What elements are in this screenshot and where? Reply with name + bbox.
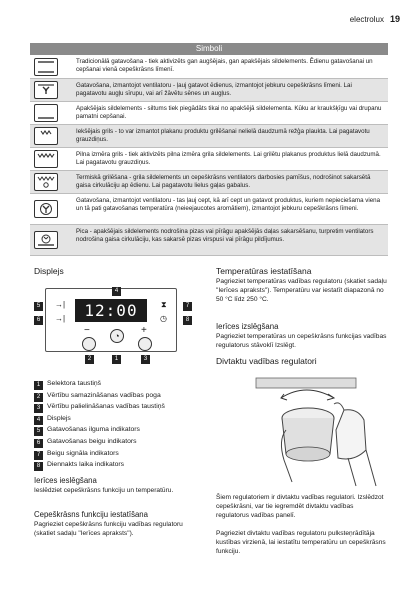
oven-on-title: Ierīces ieslēgšana xyxy=(34,476,97,485)
symbol-row xyxy=(30,102,388,125)
legend-number: 4 xyxy=(34,416,43,425)
legend-number: 2 xyxy=(34,393,43,402)
symbol-row xyxy=(30,125,388,148)
legend-text: Gatavošanas beigu indikators xyxy=(47,437,137,445)
knob-title: Divtaktu vadības regulatori xyxy=(216,356,317,366)
page-header xyxy=(300,14,400,24)
knob-text-2: Pagrieziet divtaktu vadības regulatoru pulksteņrādītāja kustības virzienā, lai iestatītu temperatūru un cepeškrāsns funkciju. xyxy=(216,530,386,555)
minus-symbol: − xyxy=(84,325,90,336)
symbol-description: Tradicionālā gatavošana - tiek aktivizēts gan augšējais, gan apakšējais sildelements. Ēdienu gatavošanai un cepšanai vienā cepeškrāsns līmenī. xyxy=(76,58,373,74)
full-grill-icon xyxy=(34,150,58,168)
symbol-row xyxy=(30,225,388,256)
symbol-row xyxy=(30,148,388,171)
callout-5: 5 xyxy=(34,302,43,311)
decrease-button[interactable] xyxy=(82,337,96,351)
legend-number: 5 xyxy=(34,427,43,436)
legend-text: Vērtību samazināšanas vadības poga xyxy=(47,391,161,399)
selector-button[interactable]: ◔ xyxy=(110,329,124,343)
symbol-description: Iekšējais grils - to var izmantot plakanu produktu grilēšanai nelielā daudzumā režģa plaukta. Lai pagatavotu grauzdiņus. xyxy=(76,128,370,144)
duration-arrow-icon: →| xyxy=(55,300,66,309)
symbol-description: Gatavošana, izmantojot ventilatoru - tas ļauj cept, kā arī cept un gatavot produktus, kuriem nepieciešama viena un tā pati gatavošanas temperatūra (neieejaucotes aromātiem), izmantojot jebkuru cepeškrāsns līmeni. xyxy=(76,197,381,213)
legend-number: 3 xyxy=(34,404,43,413)
callout-7: 7 xyxy=(183,302,192,311)
oven-function-text: Pagrieziet cepeškrāsns funkciju vadības regulatoru (skatiet sadaļu "Ierīces apraksts"). xyxy=(34,521,183,537)
push-knob-illustration xyxy=(226,370,391,488)
hourglass-icon: ⧗ xyxy=(161,300,167,309)
legend-text: Diennakts laika indikators xyxy=(47,461,125,469)
list-item xyxy=(34,378,204,390)
callout-6: 6 xyxy=(34,316,43,325)
callout-2: 2 xyxy=(85,355,94,364)
list-item xyxy=(34,436,204,448)
lcd-display: 12:00 xyxy=(75,299,147,322)
symbol-description: Pilna izmēra grils - tiek aktivizēts pilna izmēra grila sildelements. Lai grilētu plakanus produktus lielā daudzumā. Lai pagatavotu grauzdiņus. xyxy=(76,151,381,167)
fan-ring-heat-icon xyxy=(34,200,58,218)
display-legend-list xyxy=(34,378,204,471)
callout-4: 4 xyxy=(112,287,121,296)
symbol-description: Gatavošana, izmantojot ventilatoru - ļauj gatavot ēdienus, izmantojot jebkuru cepeškrāsns līmeni. Lai pagatavotu augļu sīrupu, vai arī žāvētu sēnes un augļus. xyxy=(76,82,352,98)
callout-3: 3 xyxy=(141,355,150,364)
oven-off-text: Pagrieziet temperatūras un cepeškrāsns funkcijas vadības regulatorus stāvoklī Izslēgt. xyxy=(216,333,387,349)
legend-number: 8 xyxy=(34,462,43,471)
list-item xyxy=(34,390,204,402)
symbol-description: Termiskā grilēšana - grila sildelements un cepeškrāsns ventilators darbosies pamīšus, nodrošinot sakarsētā gaisa cirkulāciju ap ēdienu. Lai pagatavotu lielus gaļas gabalus. xyxy=(76,174,371,190)
fan-cooking-icon xyxy=(34,81,58,99)
oven-on-text: Ieslēdziet cepeškrāsns funkciju un temperatūru. xyxy=(34,487,174,494)
symbol-description: Apakšējais sildelements - siltums tiek piegādāts tikai no apakšējā sildelementa. Kūku ar kraukšķīgu vai drupanu pamatni cepšanai. xyxy=(76,105,382,121)
knob-text-1: Šiem regulatoriem ir divtaktu vadības regulatori. Izslēdzot cepeškrāsni, var tie iegremdēt divtaktu vadības regulatorus vadības panelī. xyxy=(216,494,384,519)
page-number: 19 xyxy=(389,14,400,24)
conventional-top-bottom-heat-icon xyxy=(34,58,58,76)
increase-button[interactable] xyxy=(138,337,152,351)
symbol-row xyxy=(30,56,388,79)
list-item xyxy=(34,424,204,436)
legend-number: 1 xyxy=(34,381,43,390)
oven-function-title: Cepeškrāsns funkciju iestatīšana xyxy=(34,510,148,519)
brand-name: electrolux xyxy=(349,15,384,24)
clock-icon: ◷ xyxy=(160,314,167,323)
list-item xyxy=(34,401,204,413)
display-section-title: Displejs xyxy=(34,266,64,276)
temperature-text: Pagrieziet temperatūras vadības regulatoru (skatiet sadaļu "Ierīces apraksts"). Temperatūru var iestatīt diapazonā no 50 °C līdz 250 °C. xyxy=(216,278,387,303)
symbol-row xyxy=(30,194,388,225)
end-time-arrow-icon: →| xyxy=(55,314,66,323)
temperature-title: Temperatūras iestatīšana xyxy=(216,266,312,276)
symbols-table-header: Simboli xyxy=(30,43,388,55)
thermal-grill-icon xyxy=(34,173,58,191)
symbol-row xyxy=(30,171,388,194)
list-item xyxy=(34,413,204,425)
inner-grill-icon xyxy=(34,127,58,145)
symbol-description: Pica - apakšējais sildelements nodrošina pizas vai pīrāgu apakšējās daļas sakarsēšanu, turpretim ventilators nodrošina gaisa cirkulāciju, kas sakarsē pizas virspusi vai pīrāgu pildījumus. xyxy=(76,228,374,244)
legend-text: Gatavošanas ilguma indikators xyxy=(47,426,140,434)
bottom-heat-icon xyxy=(34,104,58,122)
legend-number: 6 xyxy=(34,439,43,448)
callout-1: 1 xyxy=(112,355,121,364)
pizza-setting-icon xyxy=(34,231,58,249)
legend-text: Vērtību palielināšanas vadības taustiņš xyxy=(47,403,165,411)
callout-8: 8 xyxy=(183,316,192,325)
oven-off-title: Ierīces izslēgšana xyxy=(216,322,279,331)
symbol-row xyxy=(30,79,388,102)
list-item xyxy=(34,459,204,471)
legend-text: Selektora taustiņš xyxy=(47,380,102,387)
legend-number: 7 xyxy=(34,451,43,460)
list-item xyxy=(34,448,204,460)
legend-text: Beigu signāla indikators xyxy=(47,449,119,457)
legend-text: Displejs xyxy=(47,414,71,422)
plus-symbol: + xyxy=(141,325,147,336)
